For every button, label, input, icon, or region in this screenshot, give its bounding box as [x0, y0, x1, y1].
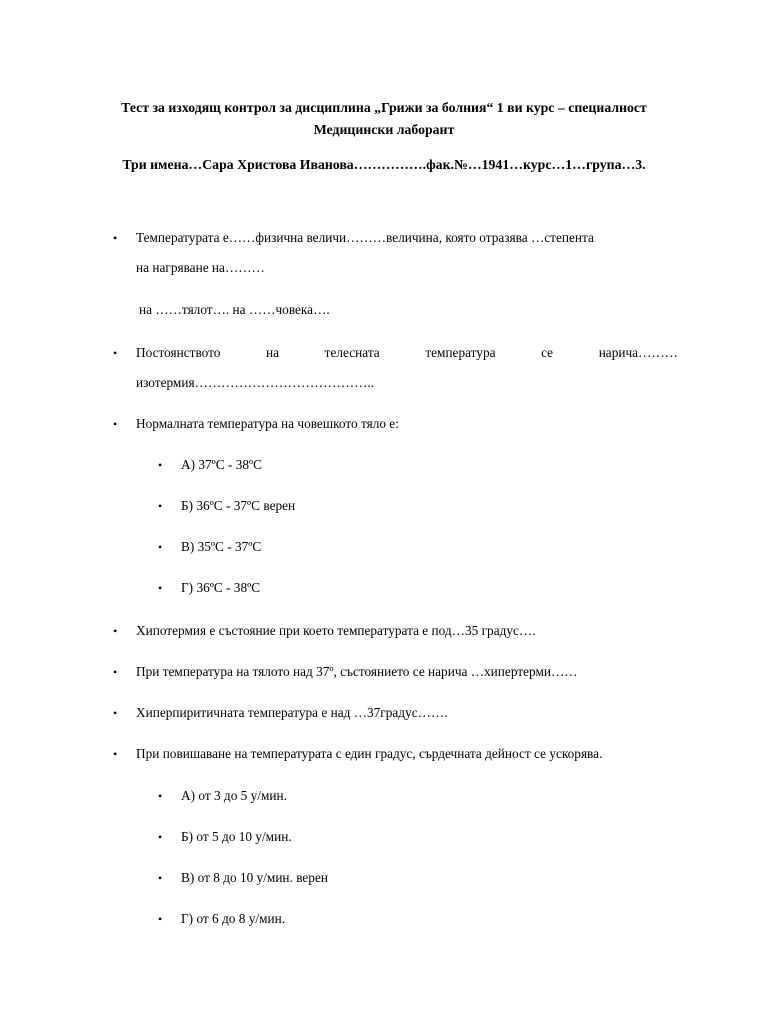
list-item-q4	[113, 621, 678, 641]
bullet: •	[113, 624, 118, 638]
list-item-q3	[113, 414, 678, 434]
bullet: •	[113, 665, 118, 679]
bullet: •	[158, 499, 163, 513]
q7-option-b: • Б) от 5 до 10 у/мин.	[181, 827, 681, 847]
title-line-1: Тест за изходящ контрол за дисциплина „Грижи за болния“ 1 ви курс – специалност	[121, 100, 647, 115]
bullet: •	[158, 581, 163, 595]
q1-line-2: на нагряване на………	[136, 260, 265, 275]
list-item-q1	[113, 228, 678, 278]
bullet: •	[158, 458, 163, 472]
q7-text: При повишаване на температурата с един градус, сърдечната дейност се ускорява.	[136, 746, 603, 761]
list-item-q6	[113, 703, 678, 723]
q6-text: Хиперпиритичната температура е над …37градус…….	[136, 705, 448, 720]
bullet: •	[113, 417, 118, 431]
q1-line-3: на ……тялот…. на ……човека….	[139, 302, 330, 317]
q2-line-1: Постоянството на телесната температура се нарича………	[136, 345, 678, 360]
student-info: Три имена…Сара Христова Иванова…………….фак.№…1941…курс…1…група…3.	[122, 157, 646, 172]
q1-line-1: Температурата е……физична величи………величина, която отразява …степента	[136, 230, 594, 245]
title-line-2: Медицински лаборант	[313, 122, 455, 137]
q7-option-c: • В) от 8 до 10 у/мин. верен	[181, 868, 681, 888]
q4-text: Хипотермия е състояние при което температурата е под…35 градус….	[136, 623, 536, 638]
q3-option-a: • А) 37ºC - 38ºC	[181, 455, 681, 475]
bullet: •	[113, 706, 118, 720]
bullet: •	[158, 789, 163, 803]
document-title	[60, 97, 708, 141]
bullet: •	[113, 346, 118, 360]
q7-option-d: • Г) от 6 до 8 у/мин.	[181, 909, 681, 929]
bullet: •	[113, 231, 118, 245]
q7-option-a: • А) от 3 до 5 у/мин.	[181, 786, 681, 806]
q3-option-d: • Г) 36ºC - 38ºC	[181, 578, 681, 598]
q5-text: При температура на тялото над 37º, състоянието се нарича …хипертерми……	[136, 664, 578, 679]
q3-option-b: • Б) 36ºC - 37ºC верен	[181, 496, 681, 516]
list-item-q7	[113, 744, 678, 764]
q3-option-c: • В) 35ºC - 37ºC	[181, 537, 681, 557]
bullet: •	[158, 830, 163, 844]
list-item-q2	[113, 343, 678, 393]
bullet: •	[158, 540, 163, 554]
bullet: •	[113, 747, 118, 761]
bullet: •	[158, 871, 163, 885]
q2-line-2: изотермия…………………………………..	[136, 375, 375, 390]
list-item-q5	[113, 662, 678, 682]
bullet: •	[158, 912, 163, 926]
q3-text: Нормалната температура на човешкото тяло е:	[136, 416, 399, 431]
